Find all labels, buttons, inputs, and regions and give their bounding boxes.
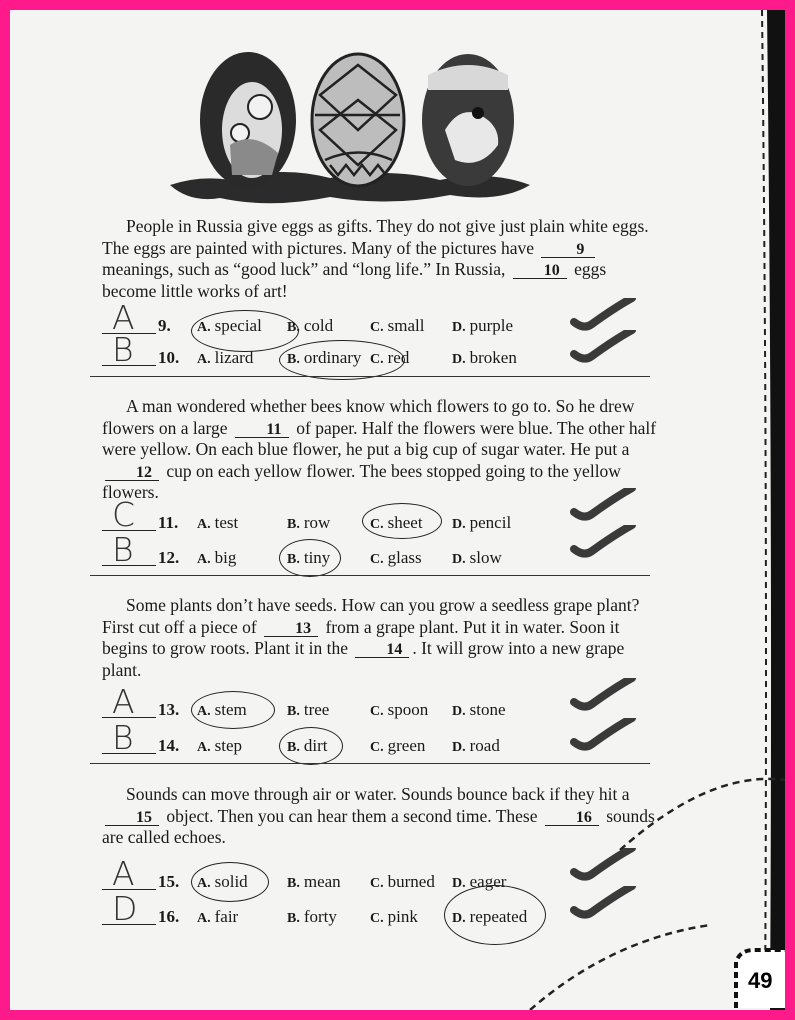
option-word: fair <box>214 907 239 926</box>
checkmark-icon <box>570 525 640 563</box>
option-word: stone <box>469 700 506 719</box>
option-letter: C. <box>370 704 384 719</box>
answer-option[interactable] <box>197 736 242 756</box>
option-letter: B. <box>287 552 300 567</box>
option-letter: C. <box>370 352 384 367</box>
passage-text: Some plants don’t have seeds. How can you grow a seedless grape plant? First cut off a piece of <box>102 595 640 637</box>
option-word: slow <box>469 548 502 567</box>
answer-circle <box>279 340 405 380</box>
option-word: ordinary <box>303 348 362 367</box>
passage-text: People in Russia give eggs as gifts. They do not give just plain white eggs. The eggs are painted with pictures. Many of the pictures have <box>102 216 649 258</box>
handwritten-answer: B <box>112 718 134 757</box>
option-letter: D. <box>452 352 466 367</box>
question-number: 11. <box>158 513 179 532</box>
option-word: lizard <box>214 348 254 367</box>
section-divider <box>90 376 650 377</box>
answer-option[interactable] <box>452 700 506 720</box>
option-word: big <box>214 548 237 567</box>
checkmark-icon <box>570 678 640 716</box>
answer-option[interactable] <box>287 513 330 533</box>
option-letter: B. <box>287 320 300 335</box>
option-letter: D. <box>452 517 466 532</box>
handwritten-answer: A <box>112 854 135 893</box>
option-word: row <box>303 513 331 532</box>
passage-text: meanings, such as “good luck” and “long life.” In Russia, <box>102 259 510 279</box>
answer-option[interactable] <box>370 872 435 892</box>
answer-option[interactable] <box>370 548 422 568</box>
answer-option[interactable] <box>452 348 517 368</box>
question-number: 12. <box>158 548 180 567</box>
option-letter: C. <box>370 517 384 532</box>
passage-text: object. Then you can hear them a second time. These <box>162 805 542 826</box>
passage-text: cup on each yellow flower. The bees stopped going to the yellow flowers. <box>102 460 621 502</box>
worksheet-page <box>10 10 785 1010</box>
option-word: red <box>387 348 410 367</box>
answer-circle <box>279 539 341 577</box>
passage-text: . It will grow into a new grape plant. <box>102 638 625 680</box>
checkmark-icon <box>570 330 640 368</box>
answer-circle <box>279 727 343 765</box>
blank-number: 10 <box>513 263 567 279</box>
option-word: tiny <box>303 548 331 567</box>
blank-number: 13 <box>264 621 318 637</box>
answer-option[interactable] <box>287 907 337 927</box>
option-word: broken <box>469 348 517 367</box>
option-letter: C. <box>370 876 384 891</box>
easter-eggs-illustration <box>160 35 540 215</box>
option-word: test <box>214 513 239 532</box>
answer-circle <box>362 503 442 539</box>
option-letter: D. <box>452 911 466 926</box>
page-number-text: 49 <box>748 968 773 993</box>
passage-text: from a grape plant. Put it in water. Soon it begins to grow roots. Plant it in the <box>102 616 620 658</box>
section-divider <box>90 575 650 576</box>
section-divider <box>90 763 650 764</box>
option-word: tree <box>303 700 330 719</box>
option-word: spoon <box>387 700 429 719</box>
option-letter: C. <box>370 320 384 335</box>
option-letter: D. <box>452 876 466 891</box>
option-letter: A. <box>197 320 211 335</box>
answer-option[interactable] <box>370 907 418 927</box>
question-row <box>102 298 562 342</box>
passage-text: Sounds can move through air or water. Sounds bounce back if they hit a <box>126 784 630 804</box>
option-word: cold <box>303 316 334 335</box>
option-word: road <box>469 736 500 755</box>
option-letter: C. <box>370 552 384 567</box>
answer-option[interactable] <box>287 700 329 720</box>
passage-4 <box>102 784 662 849</box>
answer-circle <box>191 310 299 352</box>
question-number: 14. <box>158 736 180 755</box>
blank-number: 11 <box>235 422 289 438</box>
option-word: burned <box>387 872 435 891</box>
question-number: 16. <box>158 907 180 926</box>
answer-option[interactable] <box>452 513 511 533</box>
option-letter: A. <box>197 911 211 926</box>
question-number: 13. <box>158 700 180 719</box>
answer-option[interactable] <box>452 548 502 568</box>
checkmark-icon <box>570 718 640 756</box>
option-letter: B. <box>287 352 300 367</box>
option-letter: A. <box>197 704 211 719</box>
option-letter: A. <box>197 740 211 755</box>
passage-text: eggs become little works of art! <box>102 259 607 301</box>
blank-number: 14 <box>355 642 409 658</box>
checkmark-icon <box>570 886 640 924</box>
blank-number: 9 <box>541 242 595 258</box>
option-letter: D. <box>452 320 466 335</box>
answer-option[interactable] <box>287 872 341 892</box>
option-word: sheet <box>387 513 423 532</box>
answer-option[interactable] <box>197 907 238 927</box>
option-word: pink <box>387 907 418 926</box>
answer-option[interactable] <box>370 316 424 336</box>
option-word: purple <box>469 316 514 335</box>
option-letter: C. <box>370 740 384 755</box>
handwritten-answer: D <box>112 889 138 928</box>
option-word: repeated <box>469 907 528 926</box>
question-number: 15. <box>158 872 180 891</box>
option-word: eager <box>469 872 507 891</box>
checkmark-icon <box>570 488 640 526</box>
handwritten-answer: B <box>112 530 134 569</box>
question-row <box>102 682 562 726</box>
passage-1 <box>102 216 662 302</box>
option-letter: C. <box>370 911 384 926</box>
option-word: green <box>387 736 426 755</box>
option-word: pencil <box>469 513 512 532</box>
option-word: special <box>214 316 262 335</box>
page-number <box>734 948 785 1008</box>
answer-option[interactable] <box>452 316 513 336</box>
answer-option[interactable] <box>197 513 238 533</box>
option-word: solid <box>214 872 248 891</box>
option-letter: D. <box>452 740 466 755</box>
option-letter: A. <box>197 517 211 532</box>
answer-circle <box>444 885 546 945</box>
option-letter: B. <box>287 704 300 719</box>
option-letter: B. <box>287 517 300 532</box>
handwritten-answer: A <box>112 298 135 337</box>
handwritten-answer: A <box>112 682 135 721</box>
option-word: step <box>214 736 243 755</box>
option-letter: B. <box>287 876 300 891</box>
option-word: forty <box>303 907 337 926</box>
handwritten-answer: C <box>112 495 136 534</box>
answer-circle <box>191 691 275 729</box>
option-letter: A. <box>197 352 211 367</box>
option-word: glass <box>387 548 422 567</box>
answer-option[interactable] <box>370 700 428 720</box>
option-word: small <box>387 316 425 335</box>
blank-number: 16 <box>545 810 599 826</box>
question-number: 10. <box>158 348 180 367</box>
passage-3 <box>102 595 662 681</box>
question-number: 9. <box>158 316 171 335</box>
checkmark-icon <box>570 848 640 886</box>
option-letter: A. <box>197 876 211 891</box>
option-word: dirt <box>303 736 328 755</box>
answer-option[interactable] <box>197 548 236 568</box>
blank-number: 12 <box>105 465 159 481</box>
option-letter: A. <box>197 552 211 567</box>
option-word: stem <box>214 700 247 719</box>
option-word: mean <box>303 872 341 891</box>
option-letter: B. <box>287 740 300 755</box>
answer-circle <box>191 862 269 902</box>
passage-text: sounds are called echoes. <box>102 805 655 847</box>
passage-text: A man wondered whether bees know which flowers to go to. So he drew flowers on a large <box>102 396 635 438</box>
answer-option[interactable] <box>370 736 425 756</box>
answer-option[interactable] <box>452 736 500 756</box>
option-letter: D. <box>452 552 466 567</box>
option-letter: B. <box>287 911 300 926</box>
blank-number: 15 <box>105 810 159 826</box>
handwritten-answer: B <box>112 330 134 369</box>
option-letter: D. <box>452 704 466 719</box>
question-row <box>102 495 562 539</box>
passage-text: of paper. Half the flowers were blue. The other half were yellow. On each blue flower, he put a big cup of sugar water. He put a <box>102 417 657 459</box>
